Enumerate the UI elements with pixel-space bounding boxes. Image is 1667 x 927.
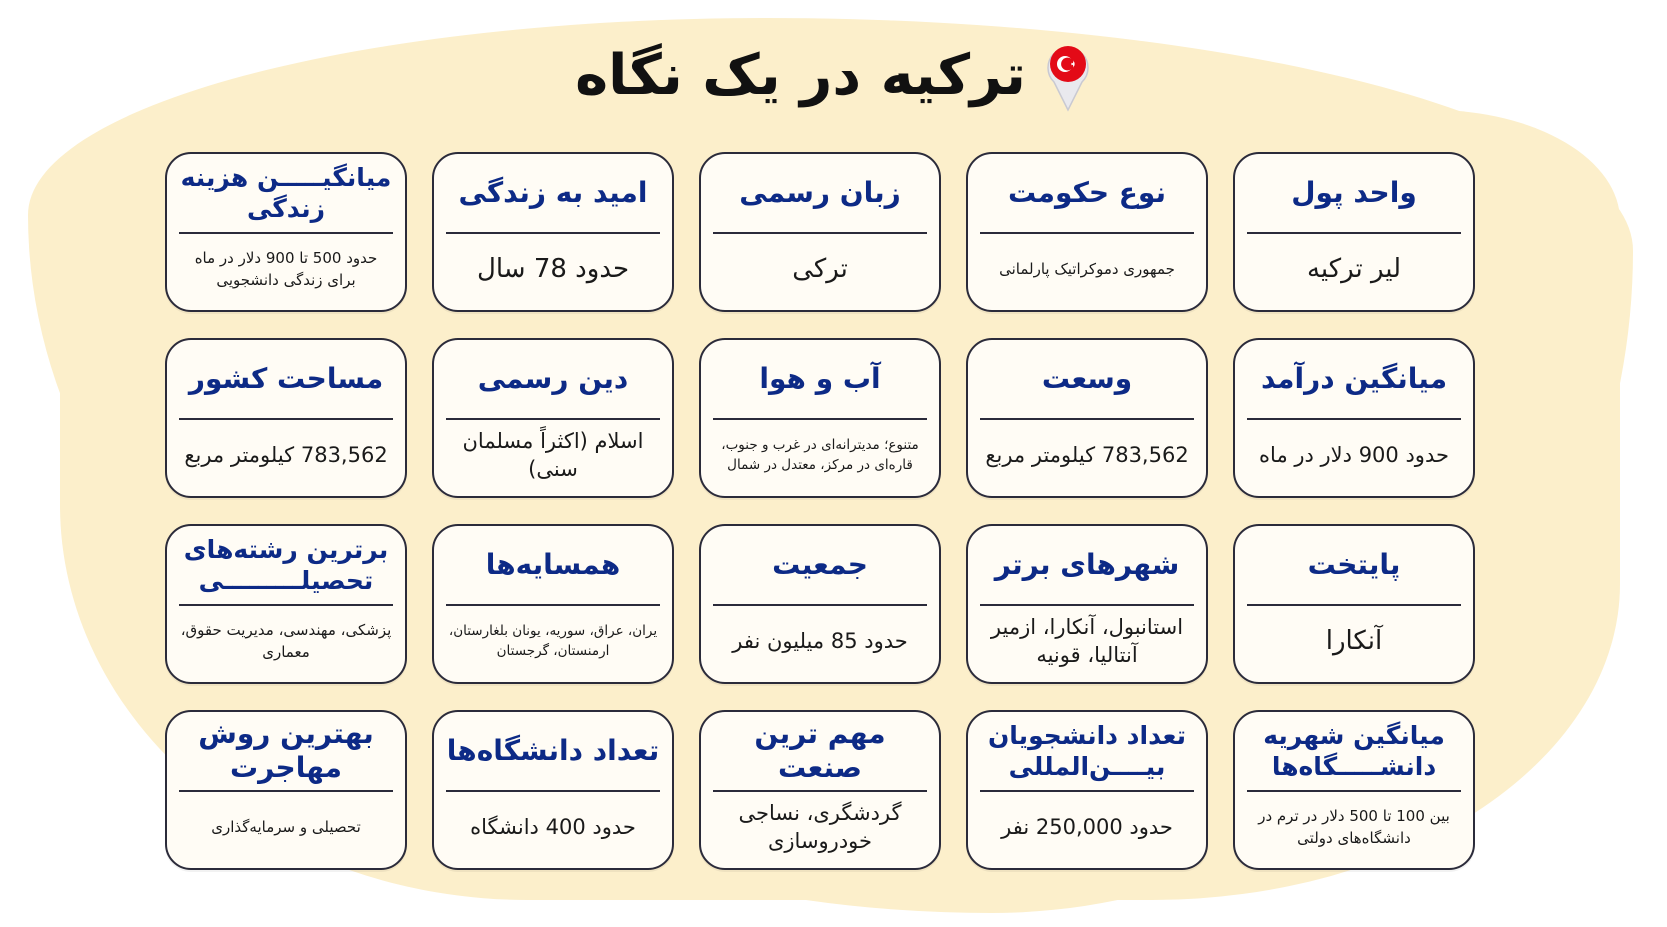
card-population: [699, 524, 941, 684]
card-cost-of-living: [165, 152, 407, 312]
card-value: 783,562 کیلومتر مربع: [985, 443, 1189, 467]
card-value: گردشگری، نساجی خودروسازی: [738, 801, 902, 853]
card-heading: دین رسمی: [446, 340, 660, 420]
card-international-students: [966, 710, 1208, 870]
card-value: یران، عراق، سوریه، یونان بلغارستان، ارمنستان، گرجستان: [448, 623, 658, 659]
card-value: متنوع؛ مدیترانه‌ای در غرب و جنوب، قاره‌ای در مرکز، معتدل در شمال: [721, 437, 919, 473]
card-value: حدود 500 تا 900 دلار در ماه برای زندگی دانشجویی: [194, 249, 378, 289]
page-title-row: [0, 38, 1667, 112]
card-value: ترکی: [792, 254, 848, 284]
card-life-expectancy: [432, 152, 674, 312]
card-heading: پایتخت: [1247, 526, 1461, 606]
card-heading: زبان رسمی: [713, 154, 927, 234]
card-official-religion: [432, 338, 674, 498]
card-value: اسلام (اکثراً مسلمان سنی): [462, 429, 644, 481]
card-value: حدود 900 دلار در ماه: [1259, 443, 1449, 467]
card-top-study-fields: [165, 524, 407, 684]
card-capital: [1233, 524, 1475, 684]
card-top-cities: [966, 524, 1208, 684]
card-value: حدود 78 سال: [476, 254, 630, 284]
card-value: حدود 400 دانشگاه: [470, 815, 636, 839]
card-value: پزشکی، مهندسی، مدیریت حقوق، معماری: [180, 621, 392, 661]
info-card-grid: [165, 152, 1475, 870]
card-government-type: [966, 152, 1208, 312]
card-heading: همسایه‌ها: [446, 526, 660, 606]
card-heading: شهرهای برتر: [980, 526, 1194, 606]
card-heading: وسعت: [980, 340, 1194, 420]
card-climate: [699, 338, 941, 498]
card-value: آنکارا: [1325, 626, 1383, 656]
card-value: تحصیلی و سرمایه‌گذاری: [211, 818, 361, 836]
card-extent: [966, 338, 1208, 498]
card-best-migration-method: [165, 710, 407, 870]
card-heading: مساحت کشور: [179, 340, 393, 420]
card-average-income: [1233, 338, 1475, 498]
card-heading: جمعیت: [713, 526, 927, 606]
card-heading: نوع حکومت: [980, 154, 1194, 234]
card-heading: آب و هوا: [713, 340, 927, 420]
card-heading: واحد پول: [1247, 154, 1461, 234]
card-value: بین 100 تا 500 دلار در ترم در دانشگاه‌های دولتی: [1258, 807, 1450, 847]
card-average-tuition: [1233, 710, 1475, 870]
card-heading: برترین رشته‌های تحصیلـــــــــی: [179, 526, 393, 606]
page-title: ترکیه در یک نگاه: [575, 42, 1026, 108]
card-country-area: [165, 338, 407, 498]
card-neighbors: [432, 524, 674, 684]
card-value: جمهوری دموکراتیک پارلمانی: [999, 260, 1175, 278]
card-heading: تعداد دانشگاه‌ها: [446, 712, 660, 792]
card-university-count: [432, 710, 674, 870]
card-heading: تعداد دانشجویان بیــــن‌المللی: [980, 712, 1194, 792]
card-heading: میانگیـــــن هزینه زندگی: [179, 154, 393, 234]
card-heading: میانگین درآمد: [1247, 340, 1461, 420]
card-value: لیر ترکیه: [1306, 254, 1402, 284]
card-value: حدود 85 میلیون نفر: [732, 629, 908, 653]
card-heading: بهترین روش مهاجرت: [179, 712, 393, 792]
card-official-language: [699, 152, 941, 312]
card-main-industry: [699, 710, 941, 870]
card-heading: امید به زندگی: [446, 154, 660, 234]
card-value: استانبول، آنکارا، ازمیر آنتالیا، قونیه: [990, 615, 1184, 667]
card-value: 783,562 کیلومتر مربع: [184, 443, 388, 467]
card-heading: مهم ترین صنعت: [713, 712, 927, 792]
card-heading: میانگین شهریه دانشـــــگاه‌ها: [1247, 712, 1461, 792]
card-currency: [1233, 152, 1475, 312]
turkey-flag-map-pin-icon: [1044, 38, 1092, 112]
card-value: حدود 250,000 نفر: [1001, 815, 1173, 839]
